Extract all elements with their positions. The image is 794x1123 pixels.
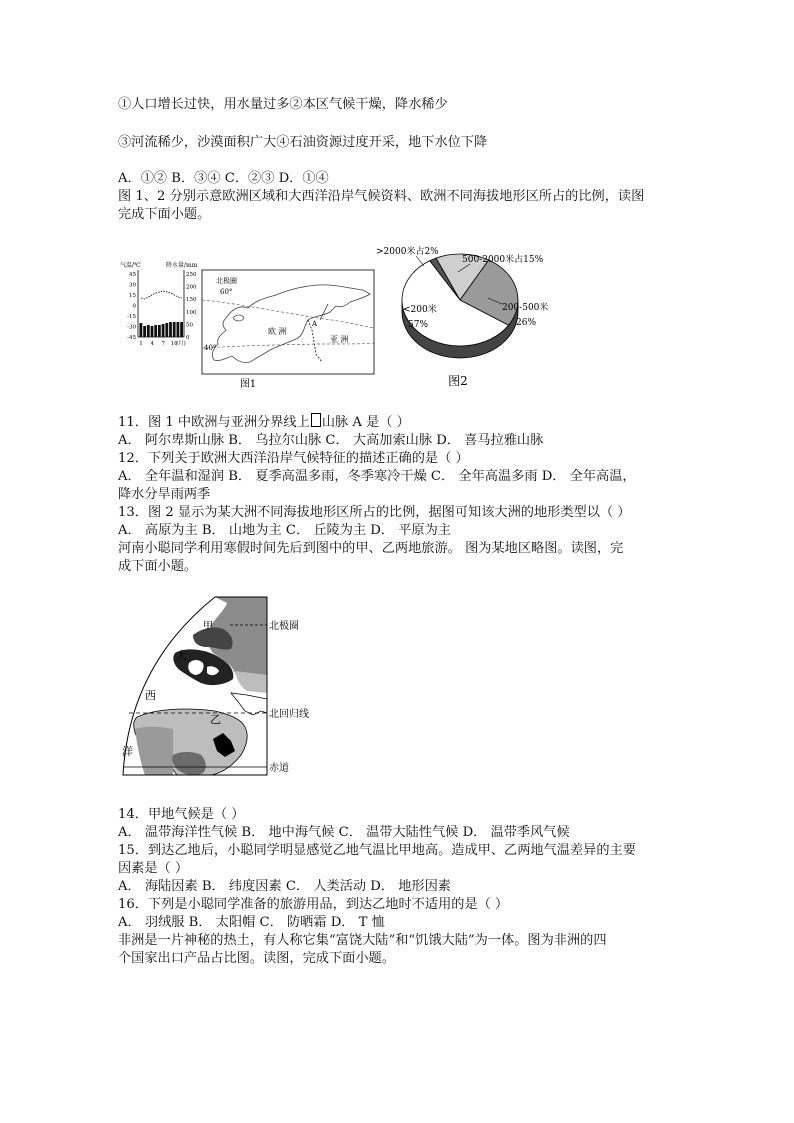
figure-2-caption: 图2 [448,374,468,388]
intro-paragraph-3: 非洲是一片神秘的热土，有人称它集“富饶大陆”和“饥饿大陆”为一体。图为非洲的四 [118,933,607,948]
slice-label-2000: >2000米占2% [376,247,439,257]
month-tick: 1 [139,341,143,347]
question-13-options: A． 高原为主 B． 山地为主 C． 丘陵为主 D． 平原为主 [118,523,451,538]
precip-axis-label: 降水量/mm [166,262,198,269]
question-12-options: A． 全年温和湿润 B． 夏季高温多雨，冬季寒冷干燥 C． 全年高温多雨 D． 全年高温， [118,469,636,484]
precip-bar [165,323,168,337]
map-lat60-label: 60° [220,288,233,296]
precip-bar [173,322,176,337]
question-14: 14．甲地气候是（ ） [118,807,245,822]
precip-tick: 150 [186,297,197,304]
precip-tick: 50 [186,322,193,329]
precip-tick: 200 [186,284,197,291]
answer-options: A．①② B．③④ C．②③ D．①④ [118,171,329,186]
month-unit: (月) [176,341,186,347]
option-list-line-1: ①人口增长过快，用水量过多②本区气候干燥，降水稀少 [118,97,448,112]
europe-map [202,270,374,374]
slice-label-500-2000: 500-2000米占15% [462,255,544,265]
figure-1 [118,250,380,392]
question-15-options: A． 海陆因素 B． 纬度因素 C． 人类活动 D． 地形因素 [118,879,451,894]
figure-1-caption: 图1 [239,379,257,390]
precip-bar [140,323,143,337]
temp-tick: -30 [127,324,136,331]
precip-bar [154,325,157,337]
precip-bar [169,322,172,337]
question-12-options-cont: 降水分旱雨两季 [118,487,211,502]
equator-label: 赤道 [269,763,289,774]
question-15: 15．到达乙地后，小聪同学明显感觉乙地气温比甲地高。造成甲、乙两地气温差异的主要 [118,843,636,858]
precip-bar [177,322,180,337]
question-11: 11．图 1 中欧洲与亚洲分界线上 山脉 A 是（ ） [118,415,410,430]
month-tick: 10 [170,341,178,347]
precip-tick: 100 [186,309,197,316]
precip-bar [180,322,183,337]
temp-tick: 15 [129,293,136,299]
temp-tick: -45 [127,335,136,341]
map-point-a: A [312,320,318,328]
ocean-label-yang: 洋 [122,745,133,758]
map-arctic-label: 北极圈 [216,277,237,285]
temp-tick: -15 [127,314,136,320]
intro-paragraph-1-cont: 完成下面小题。 [118,207,211,222]
slice-label-200-500: 200-500米 [502,303,549,313]
temp-tick: 45 [129,272,136,278]
tropic-label: 北回归线 [269,709,309,720]
precip-bar [158,325,161,337]
precip-tick: 250 [186,272,197,278]
ocean-label-xi: 西 [145,689,156,702]
slice-label-lt200: <200米 [403,305,437,315]
question-11-options: A． 阿尔卑斯山脉 B． 乌拉尔山脉 C． 大高加索山脉 D． 喜马拉雅山脉 [118,433,544,448]
slice-pct-200-500: 26% [516,318,537,328]
figure-2 [370,240,560,392]
precip-tick: 0 [186,335,190,341]
intro-paragraph-1: 图 1、2 分别示意欧洲区域和大西洋沿岸气候资料、欧洲不同海拔地形区所占的比例，读图 [118,189,645,204]
question-16-options: A． 羽绒服 B． 太阳帽 C． 防晒霜 D． T 恤 [118,915,385,930]
question-16: 16．下列是小聪同学准备的旅游用品，到达乙地时不适用的是（ ） [118,897,509,912]
map-asia-label: 亚 洲 [330,335,349,344]
month-tick: 4 [150,341,154,347]
month-tick: 7 [161,341,165,347]
question-12: 12．下列关于欧洲大西洋沿岸气候特征的描述正确的是（ ） [118,451,469,466]
temp-tick: 0 [132,303,136,310]
question-14-options: A． 温带海洋性气候 B． 地中海气候 C． 温带大陆性气候 D． 温带季风气候 [118,825,570,840]
question-13: 13．图 2 显示为某大洲不同海拔地形区所占的比例，据图可知该大洲的地形类型以（ ） [118,505,631,520]
intro-paragraph-3-cont: 个国家出口产品占比图。读图，完成下面小题。 [118,951,395,966]
figure-3-map [115,595,330,790]
intro-paragraph-2-cont: 成下面小题。 [118,559,198,574]
arctic-circle-label: 北极圈 [269,621,299,632]
map-europe-label: 欧 洲 [268,327,287,336]
missing-glyph-box [311,413,321,427]
location-jia: 甲 [203,621,213,632]
temp-tick: 30 [129,282,136,289]
intro-paragraph-2: 河南小聪同学利用寒假时间先后到图中的甲、乙两地旅游。 图为某地区略图。读图，完 [118,541,624,556]
precip-bar [143,326,146,337]
precip-bar [162,324,165,337]
temp-axis-label: 气温/℃ [120,262,141,269]
climate-chart [120,261,198,347]
slice-pct-lt200: 57% [408,320,429,330]
question-15-cont: 因素是（ ） [118,861,189,876]
map-lat40-label: 40° [204,344,217,352]
precip-bar [147,325,150,337]
ocean-label-da: 大 [176,649,187,662]
location-yi: 乙 [210,713,221,726]
precip-bar [151,326,154,337]
option-list-line-2: ③河流稀少，沙漠面积广大④石油资源过度开采，地下水位下降 [118,135,488,150]
